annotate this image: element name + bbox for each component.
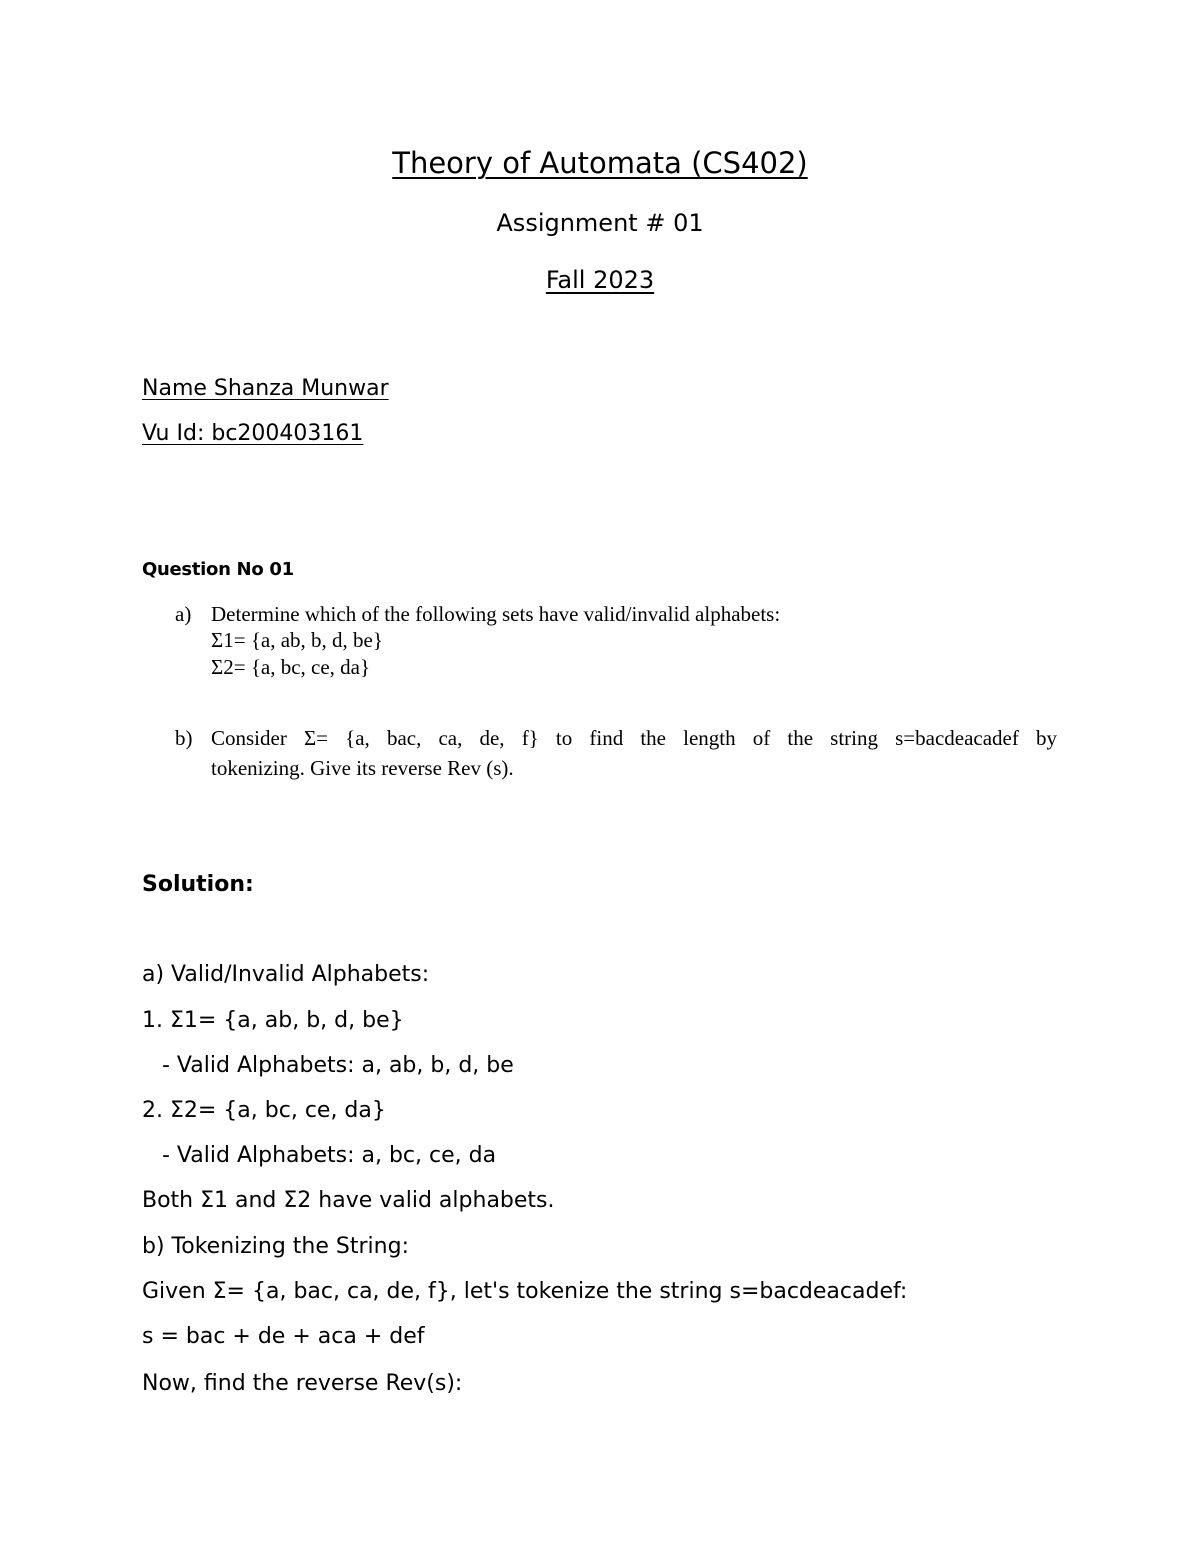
question-title: Question No 01 [142, 559, 294, 580]
question-part-a-line: Determine which of the following sets have valid/invalid alphabets: [211, 602, 781, 626]
question-part-a-line: Σ2= {a, bc, ce, da} [211, 655, 371, 679]
solution-line: Now, find the reverse Rev(s): [142, 1371, 463, 1396]
student-name: Name Shanza Munwar [142, 376, 389, 401]
solution-line: s = bac + de + aca + def [142, 1324, 425, 1349]
solution-line: - Valid Alphabets: a, bc, ce, da [162, 1143, 497, 1168]
term-label: Fall 2023 [545, 266, 655, 294]
solution-line: b) Tokenizing the String: [142, 1234, 409, 1259]
question-part-a-marker: a) [175, 602, 192, 626]
question-part-b-marker: b) [175, 726, 193, 750]
solution-line: a) Valid/Invalid Alphabets: [142, 962, 430, 987]
solution-line: Both Σ1 and Σ2 have valid alphabets. [142, 1188, 555, 1213]
solution-heading: Solution: [142, 872, 254, 897]
question-part-b-line: tokenizing. Give its reverse Rev (s). [211, 756, 514, 780]
question-part-a-line: Σ1= {a, ab, b, d, be} [211, 628, 383, 652]
assignment-number: Assignment # 01 [496, 209, 704, 237]
document-title: Theory of Automata (CS402) [392, 146, 808, 180]
question-part-b-line: Consider Σ= {a, bac, ca, de, f} to find the length of the string s=bacdeacadef by [211, 726, 1057, 750]
solution-line: - Valid Alphabets: a, ab, b, d, be [162, 1053, 514, 1078]
solution-line: Given Σ= {a, bac, ca, de, f}, let's tokenize the string s=bacdeacadef: [142, 1279, 908, 1304]
solution-line: 2. Σ2= {a, bc, ce, da} [142, 1098, 386, 1123]
solution-line: 1. Σ1= {a, ab, b, d, be} [142, 1008, 404, 1033]
student-vu-id: Vu Id: bc200403161 [142, 421, 364, 446]
